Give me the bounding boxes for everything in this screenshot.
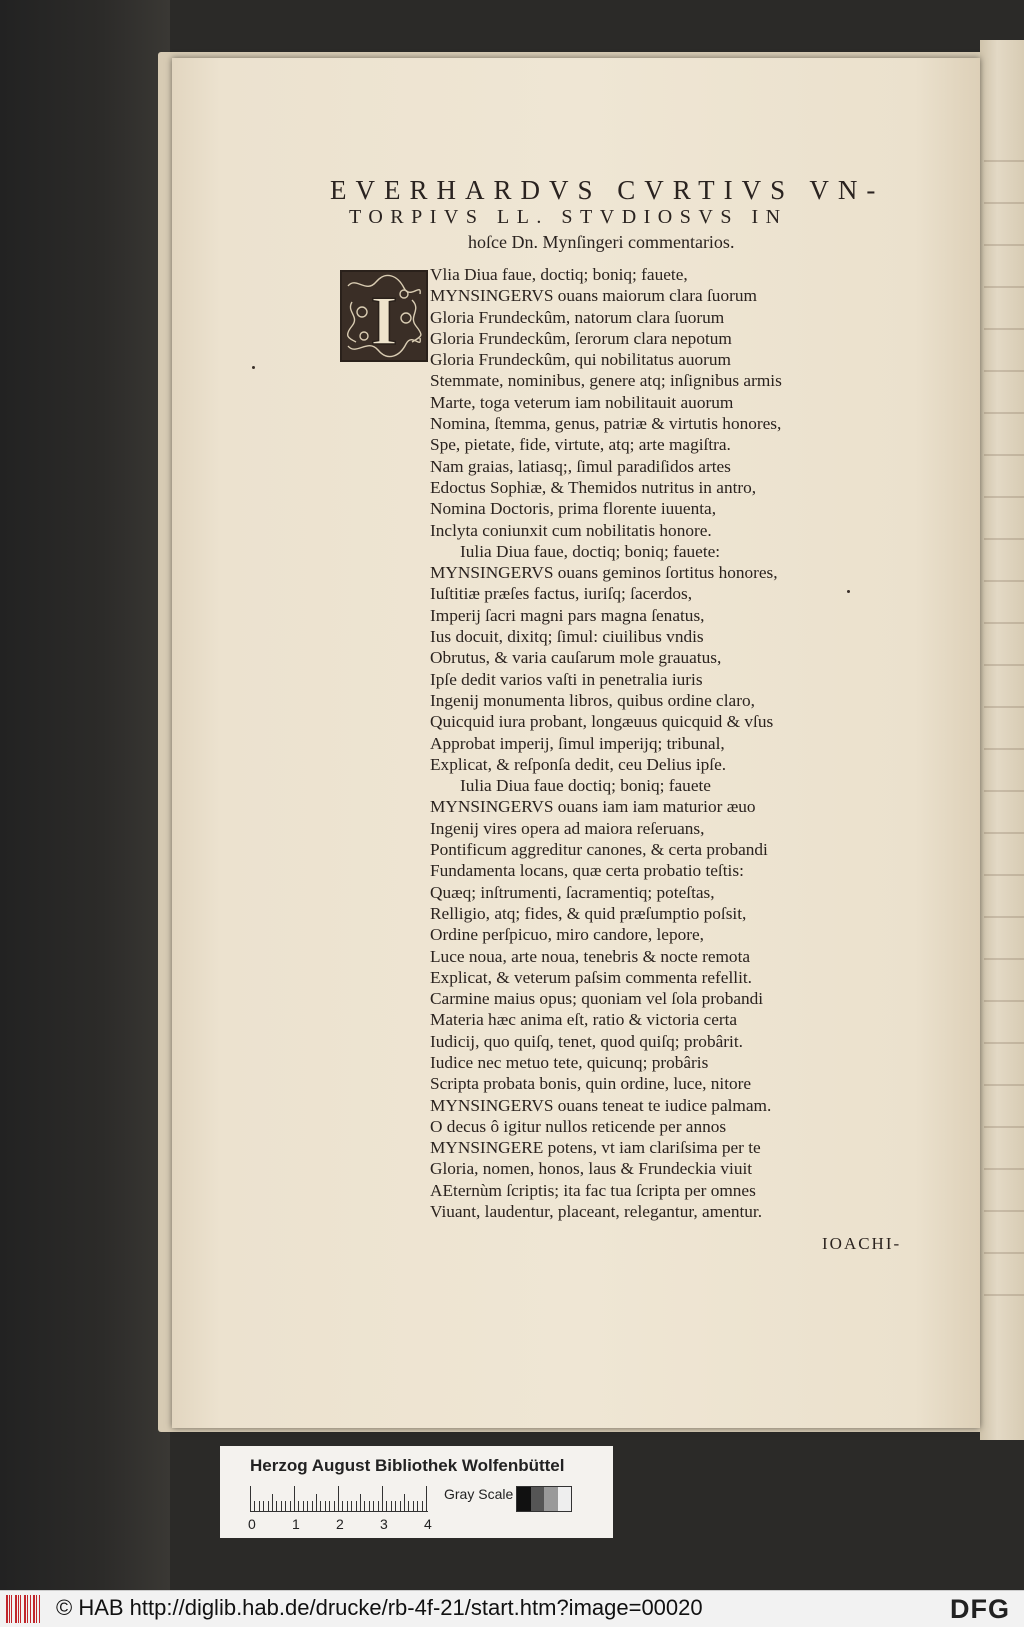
next-page-edge (980, 40, 1024, 1440)
poem-line: Marte, toga veterum iam nobilitauit auorum (430, 392, 734, 412)
dfg-logo: DFG (950, 1594, 1010, 1624)
show-through-line (984, 370, 1024, 372)
catchword: IOACHI- (822, 1234, 902, 1253)
poem-line: Quæq; inſtrumenti, ſacramentiq; poteſtas, (430, 882, 715, 902)
ruler-tick (426, 1486, 427, 1512)
barcode-icon (6, 1595, 44, 1623)
show-through-line (984, 454, 1024, 456)
poem-line: Fundamenta locans, quæ certa probatio teſtis: (430, 861, 744, 881)
ruler-tick (250, 1486, 251, 1512)
poem-line: Gloria Frundeckûm, qui nobilitatus auorum (430, 350, 731, 370)
show-through-line (984, 1210, 1024, 1212)
show-through-line (984, 1294, 1024, 1296)
ruler-tick (272, 1494, 273, 1512)
ruler-tick (360, 1494, 361, 1512)
poem-line: Approbat imperij, ſimul imperijq; tribunal, (430, 733, 725, 753)
show-through-line (984, 748, 1024, 750)
poem-line: Edoctus Sophiæ, & Themidos nutritus in antro, (430, 477, 757, 497)
ruler-tick (422, 1501, 423, 1512)
decorated-initial-letter (340, 270, 428, 362)
show-through-line (984, 412, 1024, 414)
show-through-line (984, 958, 1024, 960)
show-through-line (984, 1126, 1024, 1128)
ruler-tick (276, 1501, 277, 1512)
show-through-line (984, 1084, 1024, 1086)
poem-line: Ius docuit, dixitq; ſimul: ciuilibus vndis (430, 627, 704, 647)
poem-line: Imperij ſacri magni pars magna ſenatus, (430, 605, 705, 625)
ruler-tick (312, 1501, 313, 1512)
ruler-tick (373, 1501, 374, 1512)
poem-line: Nomina, ſtemma, genus, patriæ & virtutis honores, (430, 414, 782, 434)
show-through-line (984, 664, 1024, 666)
ruler-tick (316, 1494, 317, 1512)
poem-line: Spe, pietate, fide, virtute, atq; arte magiſtra. (430, 435, 731, 455)
poem-line: Iulia Diua faue doctiq; boniq; fauete (460, 776, 711, 796)
scale-number: 0 (248, 1516, 256, 1532)
ruler-tick (281, 1501, 282, 1512)
ruler-tick (408, 1501, 409, 1512)
ruler-tick (263, 1501, 264, 1512)
ruler-tick (338, 1486, 339, 1512)
heading-line-1: EVERHARDVS CVRTIVS VN- (330, 175, 885, 205)
show-through-line (984, 1252, 1024, 1254)
book-binding-shadow (0, 0, 170, 1590)
show-through-line (984, 832, 1024, 834)
poem-line: Scripta probata bonis, quin ordine, luce, nitore (430, 1074, 752, 1094)
ruler-tick (391, 1501, 392, 1512)
show-through-line (984, 874, 1024, 876)
footer-url[interactable]: © HAB http://diglib.hab.de/drucke/rb-4f-21/start.htm?image=00020 (56, 1595, 703, 1620)
poem-line: Nam graias, latiasq;, ſimul paradiſidos artes (430, 456, 731, 476)
show-through-line (984, 706, 1024, 708)
ruler-tick (351, 1501, 352, 1512)
ruler-tick (356, 1501, 357, 1512)
poem-line: Iudice nec metuo tete, quicunq; probâris (430, 1052, 709, 1072)
poem-line: Explicat, & reſponſa dedit, ceu Delius ipſe. (430, 754, 727, 774)
poem-line: Ingenij vires opera ad maiora reſeruans, (430, 818, 705, 838)
ruler-tick (254, 1501, 255, 1512)
poem-line: Quicquid iura probant, longæuus quicquid & vſus (430, 712, 774, 732)
poem-line: Viuant, laudentur, placeant, relegantur, amentur. (430, 1202, 763, 1222)
poem-body (430, 264, 950, 1222)
show-through-line (984, 1042, 1024, 1044)
ruler-tick (417, 1501, 418, 1512)
show-through-line (984, 1168, 1024, 1170)
scale-ruler (250, 1484, 428, 1512)
show-through-line (984, 244, 1024, 246)
ruler-tick (400, 1501, 401, 1512)
poem-line: MYNSINGERVS ouans teneat te iudice palmam. (430, 1095, 772, 1115)
poem-line: Iuſtitiæ præſes factus, iuriſq; ſacerdos, (430, 584, 693, 604)
gray-scale-swatch (516, 1486, 572, 1512)
poem-line: AEternùm ſcriptis; ita fac tua ſcripta per omnes (430, 1180, 756, 1200)
ruler-tick (303, 1501, 304, 1512)
poem-line: Vlia Diua faue, doctiq; boniq; fauete, (430, 265, 688, 284)
show-through-line (984, 160, 1024, 162)
library-name: Herzog August Bibliothek Wolfenbüttel (250, 1456, 565, 1475)
show-through-line (984, 538, 1024, 540)
ruler-tick (413, 1501, 414, 1512)
scale-number: 3 (380, 1516, 388, 1532)
ruler-tick (294, 1486, 295, 1512)
ruler-tick (325, 1501, 326, 1512)
poem-line: Gloria, nomen, honos, laus & Frundeckia viuit (430, 1159, 753, 1179)
poem-line: Ordine perſpicuo, miro candore, lepore, (430, 925, 704, 945)
poem-line: MYNSINGERVS ouans maiorum clara ſuorum (430, 286, 757, 306)
show-through-line (984, 1000, 1024, 1002)
ornament-initial-icon (342, 272, 426, 360)
ink-speck (252, 366, 255, 369)
show-through-line (984, 916, 1024, 918)
ruler-tick (382, 1486, 383, 1512)
poem-line: Relligio, atq; fides, & quid præſumptio poſsit, (430, 903, 747, 923)
heading-line-3: hoſce Dn. Mynſingeri commentarios. (468, 232, 735, 252)
poem-line: Inclyta coniunxit cum nobilitatis honore. (430, 520, 712, 540)
footer-bar (0, 1590, 1024, 1627)
ruler-tick (342, 1501, 343, 1512)
svg-text:I: I (370, 283, 398, 360)
ruler-tick (386, 1501, 387, 1512)
scale-number: 4 (424, 1516, 432, 1532)
poem-line: MYNSINGERVS ouans geminos ſortitus honores, (430, 563, 778, 583)
poem-line: Obrutus, & varia cauſarum mole grauatus, (430, 648, 722, 668)
scale-number: 1 (292, 1516, 300, 1532)
poem-line: Gloria Frundeckûm, ſerorum clara nepotum (430, 328, 732, 348)
poem-line: Nomina Doctoris, prima florente iuuenta, (430, 499, 717, 519)
poem-line: Gloria Frundeckûm, natorum clara ſuorum (430, 307, 725, 327)
color-calibration-card (220, 1446, 613, 1538)
ruler-tick (285, 1501, 286, 1512)
ink-speck (847, 590, 850, 593)
ruler-tick (364, 1501, 365, 1512)
poem-heading (330, 176, 930, 254)
ruler-tick (259, 1501, 260, 1512)
heading-line-2: TORPIVS LL. STVDIOSVS IN (349, 206, 788, 228)
poem-line: Carmine maius opus; quoniam vel ſola probandi (430, 989, 764, 1009)
ruler-tick (404, 1494, 405, 1512)
show-through-line (984, 790, 1024, 792)
poem-line: MYNSINGERVS ouans iam iam maturior æuo (430, 797, 756, 817)
show-through-line (984, 496, 1024, 498)
show-through-line (984, 202, 1024, 204)
show-through-line (984, 328, 1024, 330)
ruler-tick (329, 1501, 330, 1512)
gray-scale-label: Gray Scale (444, 1486, 514, 1502)
show-through-line (984, 622, 1024, 624)
poem-line: MYNSINGERE potens, vt iam clariſsima per te (430, 1138, 761, 1158)
ruler-tick (290, 1501, 291, 1512)
poem-line: Iudicij, quo quiſq, tenet, quod quiſq; probârit. (430, 1031, 743, 1051)
ruler-tick (347, 1501, 348, 1512)
ruler-tick (334, 1501, 335, 1512)
ruler-tick (395, 1501, 396, 1512)
poem-line: Ingenij monumenta libros, quibus ordine claro, (430, 690, 755, 710)
ruler-tick (320, 1501, 321, 1512)
show-through-line (984, 580, 1024, 582)
poem-line: Materia hæc anima eſt, ratio & victoria certa (430, 1010, 738, 1030)
ruler-tick (369, 1501, 370, 1512)
poem-line: Explicat, & veterum paſsim commenta refellit. (430, 967, 752, 987)
scale-number: 2 (336, 1516, 344, 1532)
poem-line: Stemmate, nominibus, genere atq; inſignibus armis (430, 371, 782, 391)
ruler-tick (268, 1501, 269, 1512)
ruler-tick (307, 1501, 308, 1512)
poem-line: Ipſe dedit varios vaſti in penetralia iuris (430, 669, 703, 689)
ruler-tick (378, 1501, 379, 1512)
poem-line: Iulia Diua faue, doctiq; boniq; fauete: (460, 541, 721, 561)
poem-line: Luce noua, arte noua, tenebris & nocte remota (430, 946, 751, 966)
poem-line: O decus ô igitur nullos reticende per annos (430, 1116, 727, 1136)
show-through-line (984, 286, 1024, 288)
poem-line: Pontificum aggreditur canones, & certa probandi (430, 840, 768, 860)
ruler-tick (298, 1501, 299, 1512)
